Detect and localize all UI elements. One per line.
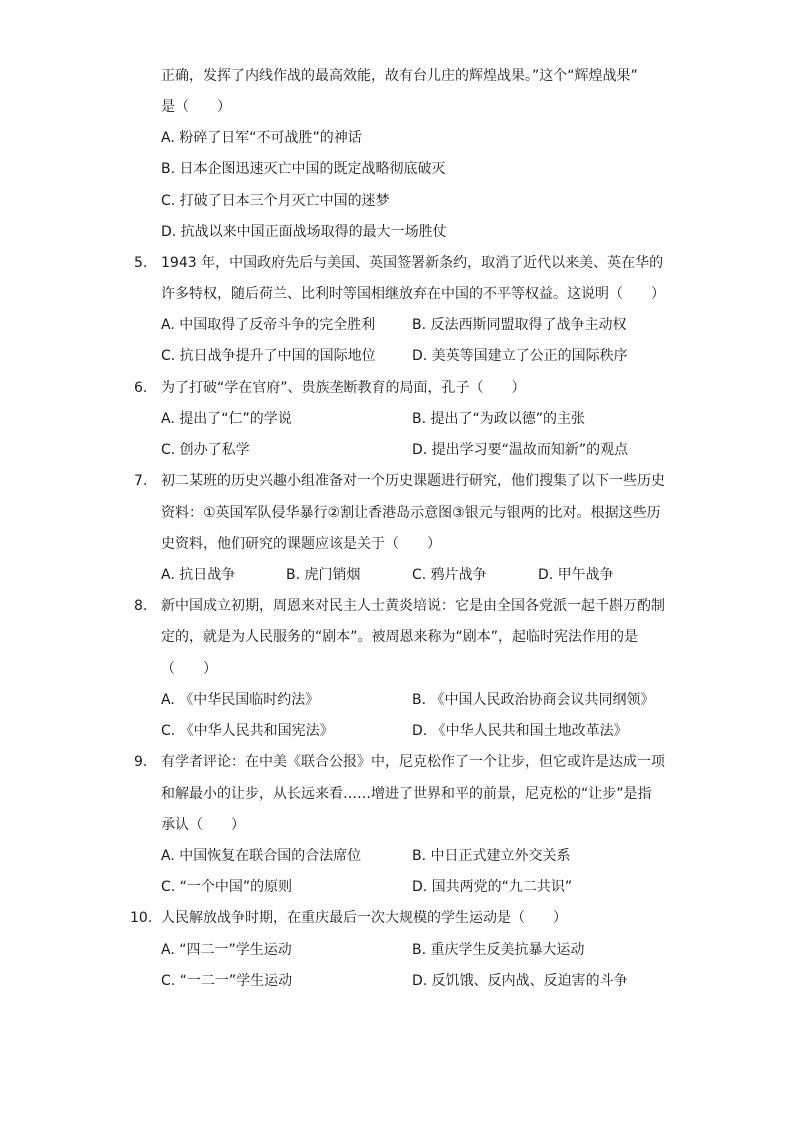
intro-option-c[interactable]: C. 打破了日本三个月灭亡中国的迷梦 bbox=[161, 193, 390, 209]
question-number: 8. bbox=[134, 598, 148, 614]
question-number: 7. bbox=[134, 473, 148, 489]
question-text: 1943 年，中国政府先后与美国、英国签署新条约，取消了近代以来美、英在华的 bbox=[161, 255, 664, 271]
intro-option-b[interactable]: B. 日本企图迅速灭亡中国的既定战略彻底破灭 bbox=[161, 161, 446, 177]
question-text: 承认（ ） bbox=[161, 817, 245, 833]
option-c[interactable]: C. 创办了私学 bbox=[161, 442, 250, 458]
question-text: 许多特权，随后荷兰、比利时等国相继放弃在中国的不平等权益。这说明（ ） bbox=[161, 286, 665, 302]
question-text: 资料：①英国军队侵华暴行②割让香港岛示意图③银元与银两的比对。根据这些历 bbox=[161, 505, 661, 521]
intro-line-2: 是（ ） bbox=[161, 99, 231, 115]
option-c[interactable]: C. “一个中国”的原则 bbox=[161, 879, 293, 895]
option-d[interactable]: D. 《中华人民共和国土地改革法》 bbox=[412, 723, 628, 739]
option-a[interactable]: A. 中国取得了反帝斗争的完全胜利 bbox=[161, 317, 376, 333]
option-a[interactable]: A. 抗日战争 bbox=[161, 567, 236, 583]
option-b[interactable]: B. 反法西斯同盟取得了战争主动权 bbox=[412, 317, 627, 333]
option-b[interactable]: B. 虎门销烟 bbox=[286, 567, 361, 583]
option-d[interactable]: D. 反饥饿、反内战、反迫害的斗争 bbox=[412, 973, 628, 989]
option-c[interactable]: C. 鸦片战争 bbox=[412, 567, 487, 583]
intro-option-d[interactable]: D. 抗战以来中国正面战场取得的最大一场胜仗 bbox=[161, 224, 447, 240]
option-a[interactable]: A. “四二一”学生运动 bbox=[161, 942, 292, 958]
option-a[interactable]: A. 《中华民国临时约法》 bbox=[161, 692, 320, 708]
question-text: 有学者评论：在中美《联合公报》中，尼克松作了一个让步，但它或许是达成一项 bbox=[161, 754, 665, 770]
option-a[interactable]: A. 提出了“仁”的学说 bbox=[161, 411, 292, 427]
question-text: （ ） bbox=[161, 661, 217, 677]
question-text: 和解最小的让步，从长远来看……增进了世界和平的前景，尼克松的“让步”是指 bbox=[161, 786, 652, 802]
option-d[interactable]: D. 美英等国建立了公正的国际秩序 bbox=[412, 348, 628, 364]
question-text: 新中国成立初期，周恩来对民主人士黄炎培说：它是由全国各党派一起千斟万酌制 bbox=[161, 598, 665, 614]
question-text: 初二某班的历史兴趣小组准备对一个历史课题进行研究，他们搜集了以下一些历史 bbox=[161, 473, 665, 489]
question-number: 5. bbox=[134, 255, 148, 271]
option-c[interactable]: C. 抗日战争提升了中国的国际地位 bbox=[161, 348, 376, 364]
option-b[interactable]: B. 重庆学生反美抗暴大运动 bbox=[412, 942, 585, 958]
intro-line-1: 正确，发挥了内线作战的最高效能，故有台儿庄的辉煌战果。”这个“辉煌战果” bbox=[161, 68, 638, 84]
question-number: 9. bbox=[134, 754, 148, 770]
intro-option-a[interactable]: A. 粉碎了日军“不可战胜”的神话 bbox=[161, 130, 362, 146]
question-text: 为了打破“学在官府”、贵族垄断教育的局面，孔子（ ） bbox=[161, 380, 526, 396]
option-b[interactable]: B. 中日正式建立外交关系 bbox=[412, 848, 571, 864]
option-c[interactable]: C. 《中华人民共和国宪法》 bbox=[161, 723, 334, 739]
question-text: 史资料，他们研究的课题应该是关于（ ） bbox=[161, 536, 441, 552]
option-d[interactable]: D. 国共两党的“九二共识” bbox=[412, 879, 573, 895]
question-text: 定的，就是为人民服务的“剧本”。被周恩来称为“剧本”，起临时宪法作用的是 bbox=[161, 629, 639, 645]
option-c[interactable]: C. “一二一”学生运动 bbox=[161, 973, 293, 989]
option-d[interactable]: D. 甲午战争 bbox=[538, 567, 614, 583]
question-number: 6. bbox=[134, 380, 148, 396]
option-b[interactable]: B. 提出了“为政以德”的主张 bbox=[412, 411, 586, 427]
question-number: 10. bbox=[130, 910, 153, 926]
option-a[interactable]: A. 中国恢复在联合国的合法席位 bbox=[161, 848, 362, 864]
option-b[interactable]: B. 《中国人民政治协商会议共同纲领》 bbox=[412, 692, 655, 708]
option-d[interactable]: D. 提出学习要“温故而知新”的观点 bbox=[412, 442, 629, 458]
question-text: 人民解放战争时期，在重庆最后一次大规模的学生运动是（ ） bbox=[161, 910, 567, 926]
